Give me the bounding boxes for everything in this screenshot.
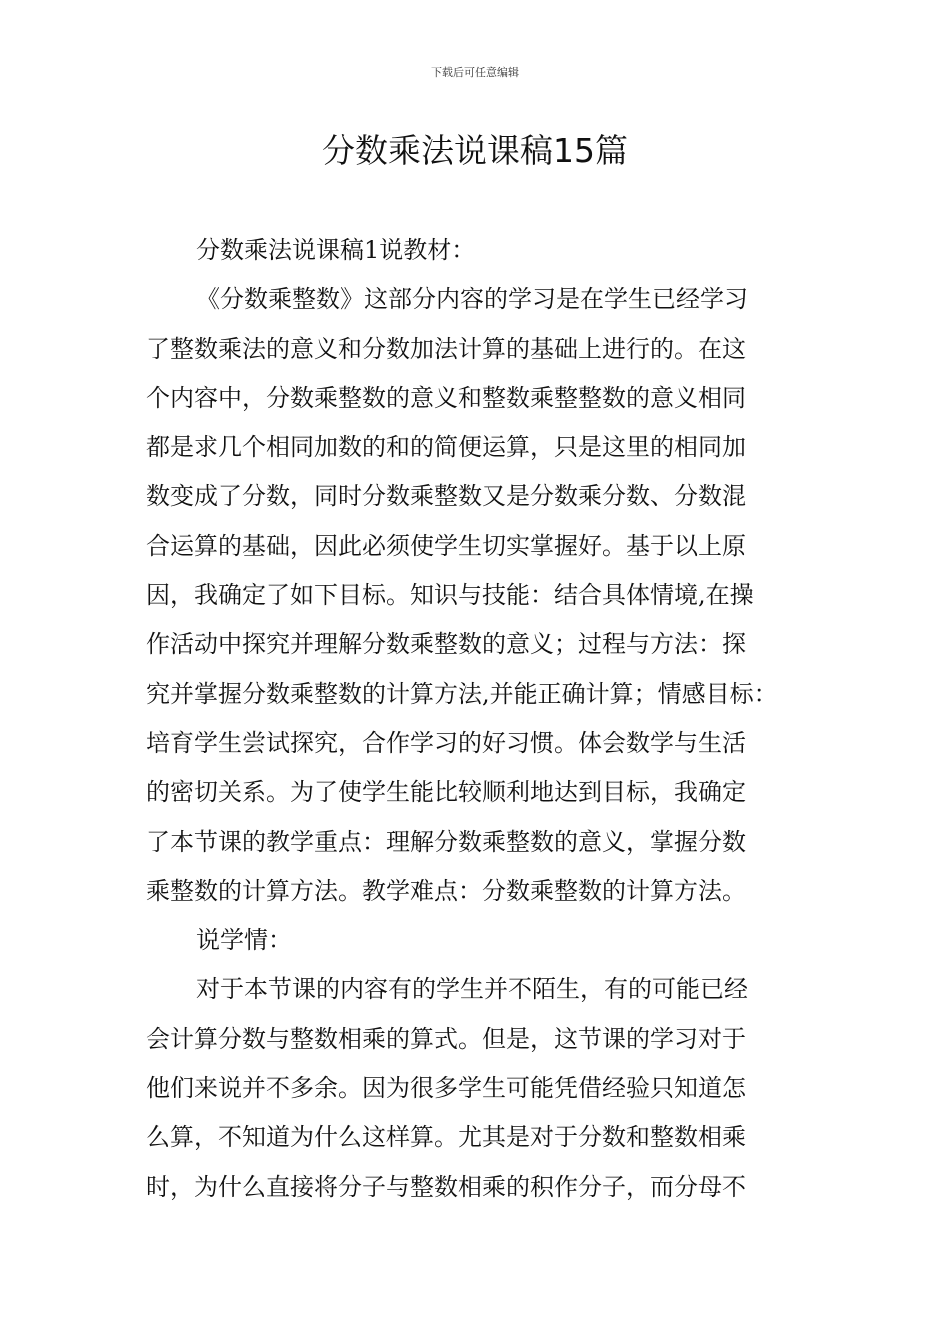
text-line: 分数乘法说课稿1说教材： bbox=[196, 236, 476, 264]
text-line: 对于本节课的内容有的学生并不陌生，有的可能已经 bbox=[196, 975, 748, 1004]
text-line: 会计算分数与整数相乘的算式。但是，这节课的学习对于 bbox=[146, 1024, 746, 1053]
document-body bbox=[146, 226, 806, 1212]
text-line: 因，我确定了如下目标。知识与技能：结合具体情境,在操 bbox=[146, 581, 754, 610]
text-line: 都是求几个相同加数的和的简便运算，只是这里的相同加 bbox=[146, 433, 746, 462]
text-line: 时，为什么直接将分子与整数相乘的积作分子，而分母不 bbox=[146, 1172, 746, 1201]
text-line: 合运算的基础，因此必须使学生切实掌握好。基于以上原 bbox=[146, 531, 746, 560]
text-line: 个内容中，分数乘整数的意义和整数乘整整数的意义相同 bbox=[146, 383, 746, 412]
text-line: 乘整数的计算方法。教学难点：分数乘整数的计算方法。 bbox=[146, 876, 746, 905]
text-line: 《分数乘整数》这部分内容的学习是在学生已经学习 bbox=[196, 285, 748, 314]
text-line: 了本节课的教学重点：理解分数乘整数的意义，掌握分数 bbox=[146, 827, 746, 856]
text-line: 究并掌握分数乘整数的计算方法,并能正确计算；情感目标： bbox=[146, 679, 778, 708]
text-line: 作活动中探究并理解分数乘整数的意义；过程与方法：探 bbox=[146, 630, 746, 659]
header-note: 下载后可任意编辑 bbox=[431, 66, 519, 79]
text-line: 么算，不知道为什么这样算。尤其是对于分数和整数相乘 bbox=[146, 1123, 746, 1152]
text-line: 说学情： bbox=[196, 926, 292, 955]
document-title: 分数乘法说课稿15篇 bbox=[322, 131, 628, 170]
text-line: 培育学生尝试探究，合作学习的好习惯。体会数学与生活 bbox=[146, 728, 746, 757]
text-line: 数变成了分数，同时分数乘整数又是分数乘分数、分数混 bbox=[146, 482, 746, 511]
text-line: 他们来说并不多余。因为很多学生可能凭借经验只知道怎 bbox=[146, 1074, 746, 1103]
text-line: 了整数乘法的意义和分数加法计算的基础上进行的。在这 bbox=[146, 334, 746, 363]
text-line: 的密切关系。为了使学生能比较顺利地达到目标，我确定 bbox=[146, 778, 746, 807]
